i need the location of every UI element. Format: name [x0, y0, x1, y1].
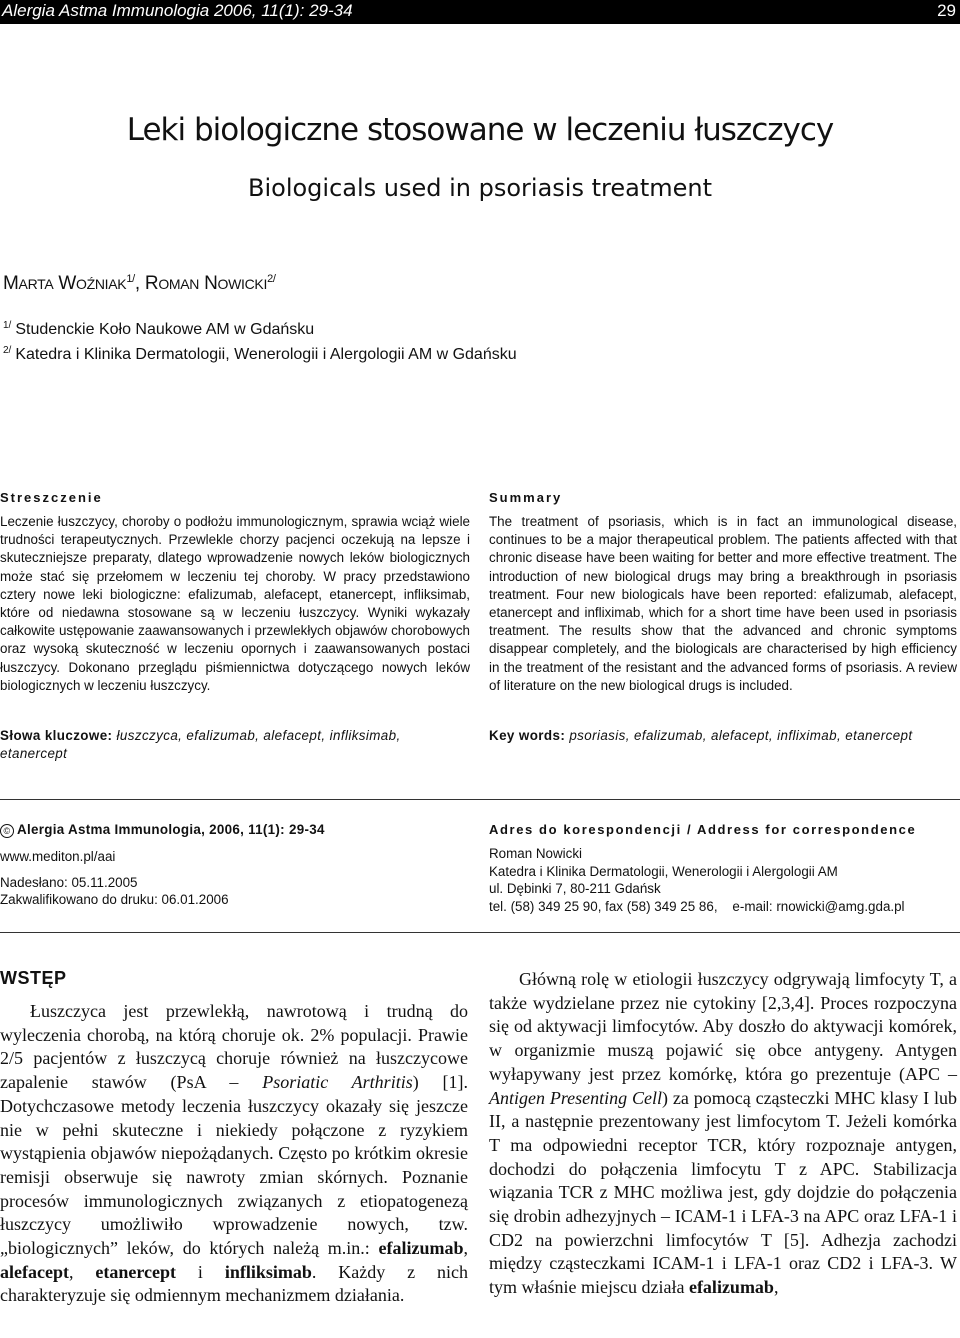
- drug-etanercept: etanercept: [95, 1261, 177, 1282]
- keywords-pl: łuszczyca, efalizumab, alefacept, infliksimab, etanercept: [0, 728, 401, 761]
- psa-term: Psoriatic Arthritis: [262, 1072, 413, 1093]
- article-title-english: Biologicals used in psoriasis treatment: [248, 174, 712, 202]
- author-2-affiliation-marker: 2/: [267, 273, 276, 285]
- intro-column-2: [489, 968, 957, 1300]
- affiliation-1: [3, 320, 314, 339]
- streszczenie-heading: Streszczenie: [0, 490, 103, 505]
- correspondence-block: [489, 845, 960, 915]
- author-2-first-initial: R: [144, 273, 159, 294]
- author-1-first-initial: M: [3, 273, 19, 294]
- author-2: [145, 273, 276, 294]
- correspondence-heading: Adres do korespondencji / Address for correspondence: [489, 822, 917, 837]
- intro-col1-text-c: . Każdy z nich charakteryzuje się odmiennym mechanizmem działania.: [0, 1261, 468, 1306]
- author-1-first-rest: ARTA: [18, 276, 54, 292]
- affiliation-1-marker: 1/: [3, 320, 12, 331]
- intro-column-1: [0, 1000, 468, 1308]
- correspondence-name: Roman Nowicki: [489, 846, 583, 861]
- submitted-date: Nadesłano: 05.11.2005: [0, 875, 138, 890]
- keywords-label-pl: Słowa kluczowe:: [0, 728, 113, 743]
- keywords-en: psoriasis, efalizumab, alefacept, infliximab, etanercept: [569, 728, 913, 743]
- accepted-date: Zakwalifikowano do druku: 06.01.2006: [0, 891, 229, 907]
- author-2-last-initial: N: [204, 273, 218, 294]
- affiliation-2-marker: 2/: [3, 345, 12, 356]
- correspondence-street: ul. Dębinki 7, 80-211 Gdańsk: [489, 881, 661, 896]
- summary-heading: Summary: [489, 490, 563, 505]
- drug-separator-1: ,: [463, 1238, 468, 1259]
- intro-heading: WSTĘP: [0, 968, 67, 988]
- summary-keywords: [489, 727, 960, 745]
- drug-separator-2: ,: [68, 1261, 96, 1282]
- drug-efalizumab-2: efalizumab: [688, 1277, 774, 1298]
- author-2-last-rest: OWICKI: [217, 276, 268, 292]
- intro-paragraph-2: [489, 968, 957, 1300]
- correspondence-institution: Katedra i Klinika Dermatologii, Wenerologii i Alergologii AM: [489, 863, 838, 879]
- author-2-first-rest: OMAN: [158, 276, 200, 292]
- author-1-last-initial: W: [58, 273, 77, 294]
- intro-col2-text-b: ) za pomocą cząsteczki MHC klasy I lub II, a następnie prezentowany jest limfocytom T. Jeżeli komórka T ma odpowiedni receptor TCR, który rozpoznaje antygen, dochodzi do połączenia limfocytu T z APC. Stabilizacja wiązania TCR z MHC możliwa jest, gdy dojdzie do połączenia się drobin adhezyjnych – ICAM-1 i LFA-3 na APC oraz LFA-1 i CD2 na powierzchni limfocytów T [5]. Adhezja zachodzi między cząsteczkami ICAM-1 i LFA-1 oraz CD2 i LFA-3. W tym właśnie miejscu działa: [489, 1087, 957, 1298]
- intro-col1-text-b: ) [1]. Dotychczasowe metody leczenia łuszczycy okazały się jeszcze nie w pełni skuteczne i niekiedy połączone z ryzykiem wystąpienia objawów niepożądanych. Często po krótkim okresie remisji obserwuje się nawroty zmian skórnych. Poznanie procesów immunologicznych związanych z etiopatogenezą łuszczycy umożliwiło wprowadzenie nowych, tzw. „biologicznych” leków, do których należą m.in.:: [0, 1072, 468, 1259]
- copyright-icon: ©: [0, 824, 14, 838]
- publication-info: [0, 822, 470, 908]
- divider-bottom: [0, 932, 960, 933]
- divider-top: [0, 799, 960, 800]
- drug-infliksimab: infliksimab: [224, 1261, 312, 1282]
- author-separator: ,: [134, 273, 145, 294]
- affiliation-1-text: Studenckie Koło Naukowe AM w Gdańsku: [15, 321, 315, 338]
- author-1-last-rest: OŹNIAK: [76, 276, 127, 292]
- drug-alefacept: alefacept: [0, 1261, 69, 1282]
- drug-separator-3: i: [176, 1261, 225, 1282]
- apc-term: Antigen Presenting Cell: [489, 1087, 663, 1108]
- author-1: [3, 273, 135, 294]
- drug-efalizumab: efalizumab: [378, 1238, 464, 1259]
- intro-col1-text-a: Łuszczyca jest przewlekłą, nawrotową i trudną do wyleczenia chorobą, na którą choruje ok. 2% populacji. Prawie 2/5 pacjentów z łuszczycą choruje również na łuszczycowe zapalenie stawów (PsA –: [0, 1001, 468, 1093]
- affiliation-2-text: Katedra i Klinika Dermatologii, Wenerologii i Alergologii AM w Gdańsku: [15, 346, 517, 363]
- journal-website[interactable]: www.mediton.pl/aai: [0, 848, 116, 864]
- page-number: 29: [937, 1, 956, 20]
- streszczenie-text: Leczenie łuszczycy, choroby o podłożu immunologicznym, sprawia wciąż wiele trudności terapeutycznych. Przewlekle chorzy pacjenci oczekują na lepsze i skuteczniejsze preparaty, dlatego wprowadzenie nowych leków biologicznych może stać się przełomem w leczeniu tej choroby. W pracy przedstawiono cztery nowe leki biologiczne: efalizumab, alefacept, etanercept, infliksimab, które od niedawna stosowane są w leczeniu łuszczycy. Wyniki wykazały całkowite ustępowanie zaawansowanych i przewlekłych objawów chorobowych oraz wysoką skuteczność w leczeniu opornych i zaawansowanych postaci łuszczycy. Dokonano przeglądu piśmiennictwa dotyczącego nowych leków biologicznych w leczeniu łuszczycy.: [0, 514, 470, 693]
- correspondence-contact: tel. (58) 349 25 90, fax (58) 349 25 86, e-mail: rnowicki@amg.gda.pl: [489, 898, 905, 914]
- intro-col2-text-a: Główną rolę w etiologii łuszczycy odgrywają limfocyty T, a także wydzielane przez nie cytokiny [2,3,4]. Proces rozpoczyna się od aktywacji limfocytów. Aby doszło do aktywacji komórek, w organizmie muszą pojawić się obce antygeny. Antygen wyłapywany jest przez komórkę, która go prezentuje (APC –: [489, 969, 957, 1084]
- intro-paragraph-1: [0, 1000, 468, 1308]
- running-header: [0, 0, 960, 24]
- article-title-polish: Leki biologiczne stosowane w leczeniu łuszczycy: [126, 112, 834, 148]
- affiliation-2: [3, 345, 517, 364]
- author-list: [3, 273, 276, 295]
- summary-text: The treatment of psoriasis, which is in fact an immunological disease, continues to be a major therapeutical problem. The patients affected with that chronic disease have been waiting for better and more effective treatment. The introduction of new biological drugs may bring a breakthrough in psoriasis treatment. Four new biologicals have been reported: efalizumab, alefacept, etanercept and infliximab, which for a short time have been used in psoriasis treatment. The results show that the advanced and chronic symptoms disappear completely, and the biologicals are characterised by high efficiency in the treatment of the resistant and the advanced forms of psoriasis. A review of literature on the new biological drugs is included.: [489, 514, 957, 693]
- citation: Alergia Astma Immunologia, 2006, 11(1): 29-34: [17, 822, 325, 837]
- keywords-label-en: Key words:: [489, 728, 566, 743]
- journal-reference: Alergia Astma Immunologia 2006, 11(1): 29-34: [2, 1, 353, 20]
- author-1-affiliation-marker: 1/: [126, 273, 135, 285]
- intro-col2-text-c: ,: [773, 1277, 779, 1298]
- citation-line: [0, 822, 470, 839]
- streszczenie-keywords: [0, 727, 470, 763]
